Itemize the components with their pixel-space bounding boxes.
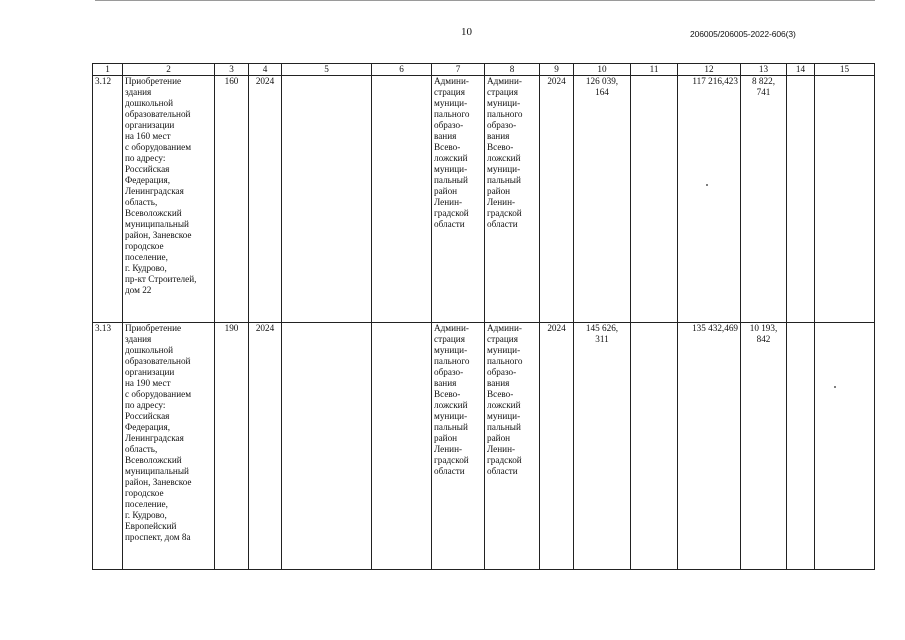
regional-amount-cell: 117 216,423 [678, 76, 741, 323]
local-amount-cell: 10 193, 842 [741, 323, 787, 570]
customer-cell: Админи- страция муници- пального образо- вания Всево- ложский муници- пальный район Ленин- градской области [432, 323, 485, 570]
total-amount-cell: 145 626, 311 [574, 323, 631, 570]
empty-cell [815, 323, 875, 570]
col-header: 8 [485, 64, 540, 76]
empty-cell [372, 323, 432, 570]
col-header: 12 [678, 64, 741, 76]
col-header: 14 [787, 64, 815, 76]
top-scan-rule [95, 0, 875, 3]
recipient-cell: Админи- страция муници- пального образо- вания Всево- ложский муници- пальный район Ленин- градской области [485, 323, 540, 570]
empty-cell [815, 76, 875, 323]
object-name-cell: Приобретение здания дошкольной образовательной организации на 190 мест с оборудованием по адресу: Российская Федерация, Ленинградская область, Всеволожский муниципальный район, Заневское городское поселение, г. Кудрово, Европейский проспект, дом 8а [123, 323, 215, 570]
col-header: 10 [574, 64, 631, 76]
object-name-cell: Приобретение здания дошкольной образовательной организации на 160 мест с оборудованием по адресу: Российская Федерация, Ленинградская область, Всеволожский муниципальный район, Заневское городское поселение, г. Кудрово, пр-кт Строителей, дом 22 [123, 76, 215, 323]
col-header: 13 [741, 64, 787, 76]
row-number-cell: 3.12 [93, 76, 123, 323]
empty-cell [631, 76, 678, 323]
col-header: 1 [93, 64, 123, 76]
document-code: 206005/206005-2022-606(3) [690, 29, 796, 39]
col-header: 9 [540, 64, 574, 76]
recipient-cell: Админи- страция муници- пального образо- вания Всево- ложский муници- пальный район Ленин- градской области [485, 76, 540, 323]
year-cell: 2024 [540, 323, 574, 570]
col-header: 5 [282, 64, 372, 76]
page-number: 10 [461, 26, 472, 38]
column-number-row [93, 64, 875, 76]
col-header: 11 [631, 64, 678, 76]
table-row [93, 323, 875, 570]
empty-cell [372, 76, 432, 323]
customer-cell: Админи- страция муници- пального образо- вания Всево- ложский муници- пальный район Ленин- градской области [432, 76, 485, 323]
empty-cell [787, 76, 815, 323]
year-cell: 2024 [249, 76, 282, 323]
table-row [93, 76, 875, 323]
local-amount-cell: 8 822, 741 [741, 76, 787, 323]
total-amount-cell: 126 039, 164 [574, 76, 631, 323]
capacity-cell: 160 [215, 76, 249, 323]
year-cell: 2024 [540, 76, 574, 323]
col-header: 15 [815, 64, 875, 76]
empty-cell [282, 323, 372, 570]
col-header: 7 [432, 64, 485, 76]
row-number-cell: 3.13 [93, 323, 123, 570]
col-header: 2 [123, 64, 215, 76]
col-header: 3 [215, 64, 249, 76]
empty-cell [282, 76, 372, 323]
scan-speck [834, 386, 836, 388]
year-cell: 2024 [249, 323, 282, 570]
scan-speck [706, 184, 708, 186]
empty-cell [787, 323, 815, 570]
col-header: 6 [372, 64, 432, 76]
program-table [92, 63, 875, 570]
empty-cell [631, 323, 678, 570]
regional-amount-cell: 135 432,469 [678, 323, 741, 570]
col-header: 4 [249, 64, 282, 76]
capacity-cell: 190 [215, 323, 249, 570]
